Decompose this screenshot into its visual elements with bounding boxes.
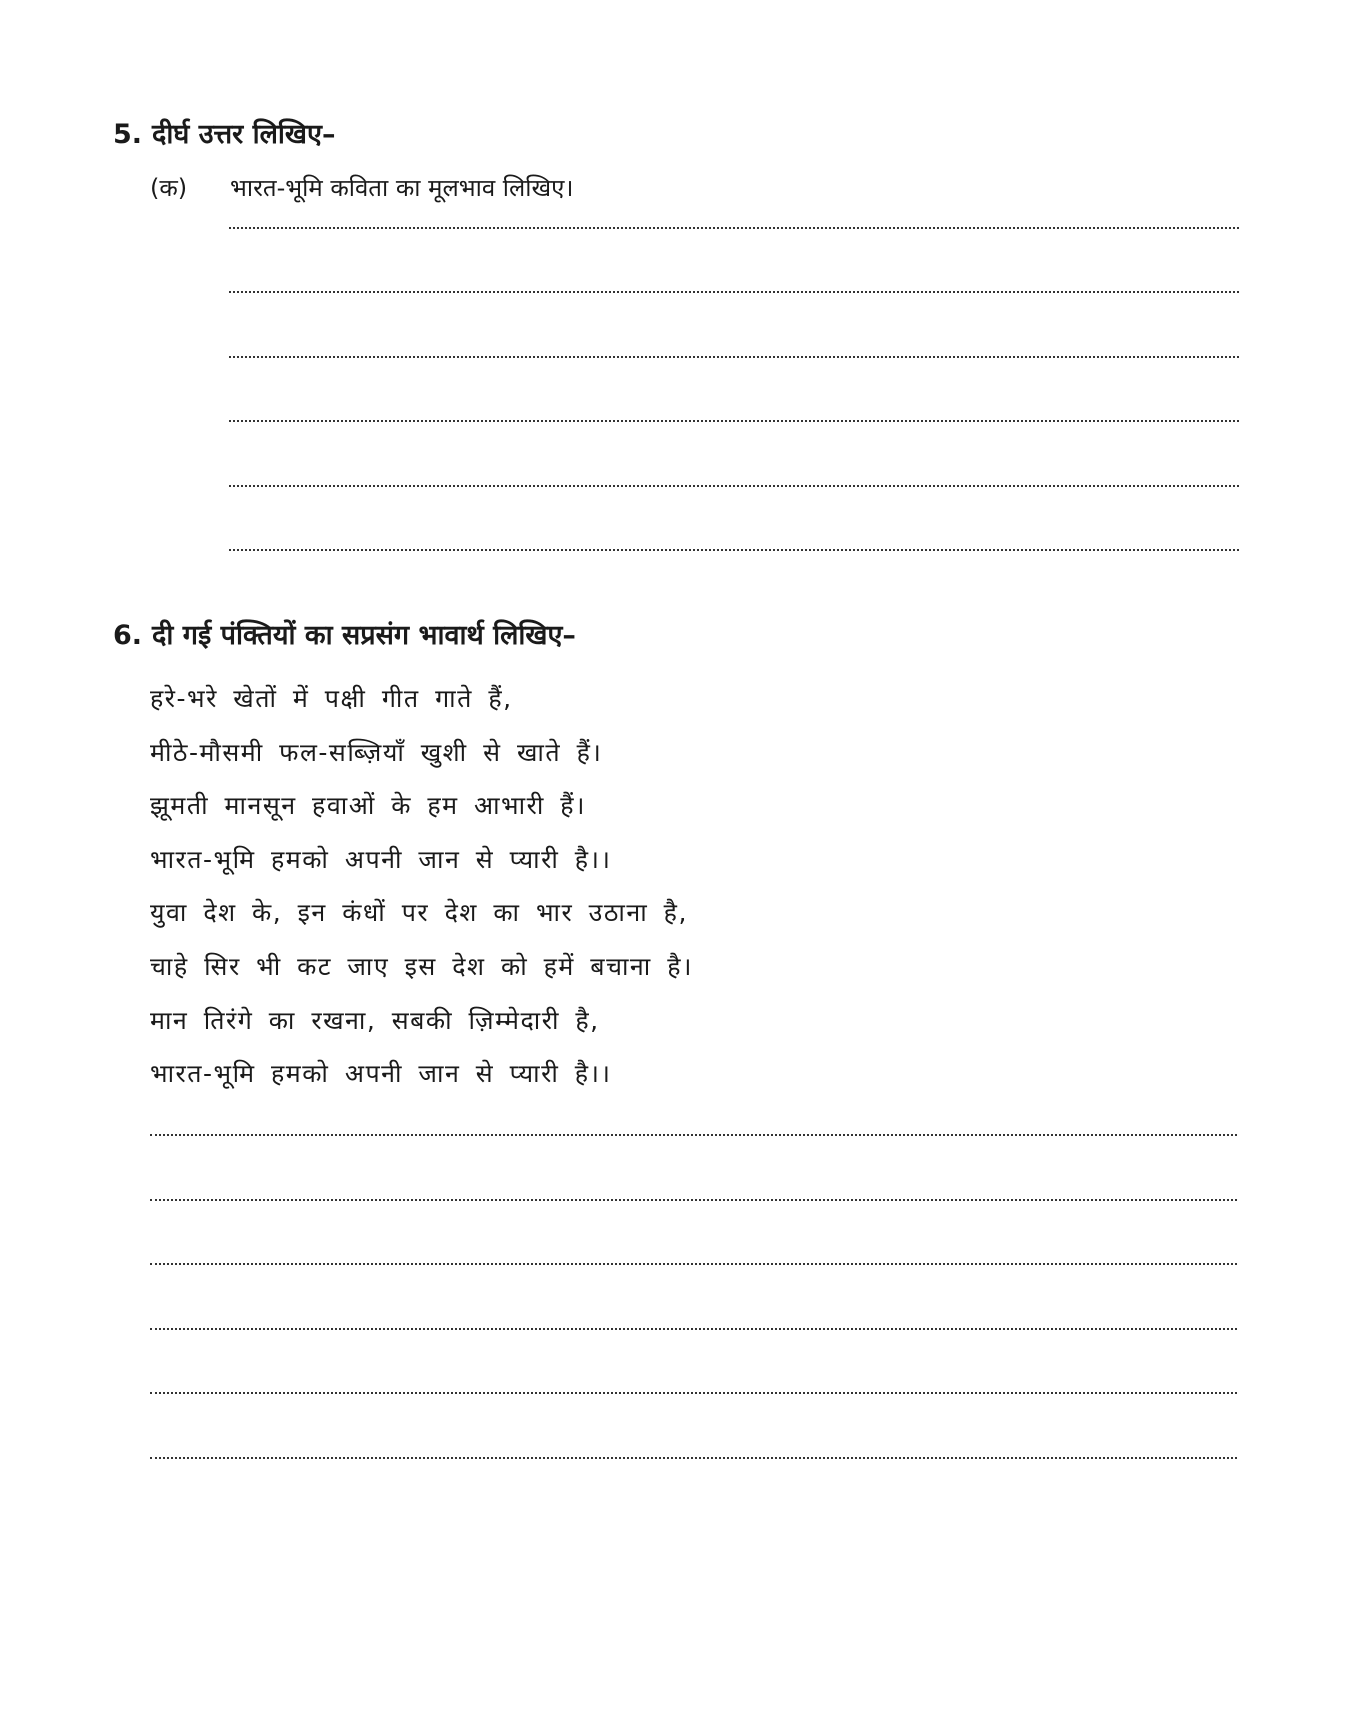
subquestion-label: (क) (150, 174, 188, 202)
answer-line[interactable] (150, 1457, 1237, 1459)
poem-line: मान तिरंगे का रखना, सबकी ज़िम्मेदारी है, (150, 1005, 600, 1035)
answer-line[interactable] (150, 1263, 1237, 1265)
answer-line[interactable] (150, 1199, 1237, 1201)
subquestion-text: भारत-भूमि कविता का मूलभाव लिखिए। (230, 174, 574, 202)
question-5-subquestion (150, 176, 574, 200)
question-5-heading (113, 121, 335, 148)
answer-line[interactable] (229, 549, 1239, 551)
answer-line[interactable] (150, 1392, 1237, 1394)
answer-line[interactable] (150, 1328, 1237, 1330)
answer-line[interactable] (229, 227, 1239, 229)
question-6-number: 6. (113, 620, 143, 651)
question-6-heading (113, 622, 576, 649)
answer-line[interactable] (229, 356, 1239, 358)
question-5-number: 5. (113, 119, 143, 150)
poem-line: हरे-भरे खेतों में पक्षी गीत गाते हैं, (150, 684, 513, 713)
poem-line: युवा देश के, इन कंधों पर देश का भार उठाना है, (150, 898, 688, 928)
poem-line: चाहे सिर भी कट जाए इस देश को हमें बचाना है। (150, 951, 693, 981)
answer-line[interactable] (229, 420, 1239, 422)
answer-line[interactable] (150, 1134, 1237, 1136)
question-5-title: दीर्घ उत्तर लिखिए– (152, 119, 336, 150)
poem-line: मीठे-मौसमी फल-सब्ज़ियाँ खुशी से खाते हैं। (150, 737, 603, 767)
question-6-title: दी गई पंक्तियों का सप्रसंग भावार्थ लिखिए– (152, 620, 576, 651)
answer-line[interactable] (229, 485, 1239, 487)
poem-line: भारत-भूमि हमको अपनी जान से प्यारी है।। (150, 1059, 612, 1089)
answer-line[interactable] (229, 291, 1239, 293)
poem-line: झूमती मानसून हवाओं के हम आभारी हैं। (150, 791, 587, 821)
poem-line: भारत-भूमि हमको अपनी जान से प्यारी है।। (150, 844, 612, 874)
poem-stanza (150, 672, 693, 1101)
